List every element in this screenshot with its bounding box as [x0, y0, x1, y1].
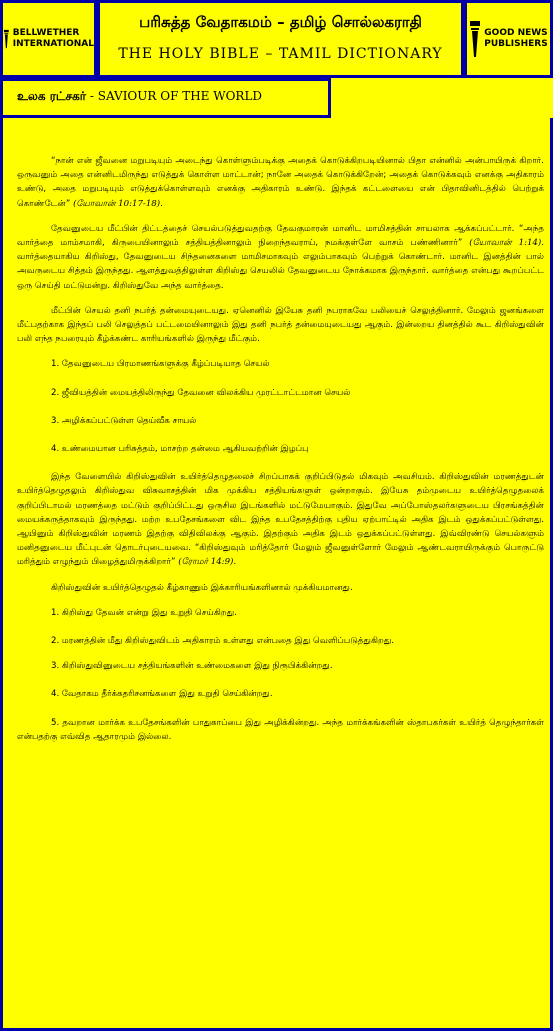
list-item: 3. கிறிஸ்துவினுடைய சத்தியங்களின் உண்மைகளை இது நிரூபிக்கின்றது. [51, 661, 333, 672]
paragraph: இந்த வேளையில் கிறிஸ்துவின் உயிர்த்தெழுதலைச் சிறப்பாகக் குறிப்பிடுதல் மிகவும் அவசியம். கிறிஸ்துவின் மரணத்துடன் உயிர்த்தெழுதலும் கிறிஸ்துவ விசுவாசத்தின் மிக முக்கிய சத்தியங்களுள் ஒன்றாகும். இயேசு தம்முடைய உயிர்த்தெழுதலைக் குறிப்பிடாமல் மரணத்தை மட்டும் குறிப்பிட்டது ஒருசில இடங்களில் மட்டுமேயாகும். இதுவே அப்போஸ்தலர்களுடைய பிரசங்கத்தின் மையக்கருத்தாகவும் இருந்தது. மற்ற உபதேசங்களை விட இந்த உபதேசத்திற்கு புதிய ஏற்பாட்டில் அதிக இடம் ஒதுக்கப்பட்டுள்ளது. ஆயினும் கிறிஸ்துவின் மரணம் இதற்கு விதிவிலக்கு ஆகும். இதற்கும் அதிக இடம் ஒதுக்கப்பட்டுள்ளது. இவ்விரண்டு செயல்களும் மனிதனுடைய மீட்புடன் தொடர்புடையவை. “கிறிஸ்துவும் மரித்தோர் மேலும் ஜீவனுள்ளோர் மேலும் ஆண்டவராயிருக்கும் பொருட்டு மரித்தும் எழுந்தும் பிழைத்துமிருக்கிறார்” (ரோமர் 14:9). [17, 472, 544, 568]
list-item: 4. வேதாகம தீர்க்கதரிசனங்களை இது உறுதி செய்கின்றது. [51, 689, 273, 700]
torch-icon [3, 18, 10, 60]
article-body [17, 154, 544, 755]
good-news-logo-text: GOOD NEWS PUBLISHERS [484, 27, 548, 49]
section-title-box [0, 78, 331, 118]
list-item: 2. ஜீவியத்தின் மையத்திலிருந்து தேவனை விலக்கிய முரட்டாட்டமான செயல் [51, 387, 351, 398]
list-item: 4. உண்மையான பரிசுத்தம், மாசற்ற தன்மை ஆகியவற்றின் இழப்பு [51, 444, 309, 455]
torch-icon [469, 19, 481, 59]
header-title-box [97, 0, 464, 78]
good-news-logo [464, 0, 553, 78]
bellwether-logo [0, 0, 97, 78]
list-item: 5. தவறான மார்க்க உபதேசங்களின் பாதுகாப்பை இது அழிக்கின்றது. அந்த மார்க்கங்களின் ஸ்தாபகர்கள் உயிர்த் தெழுந்தார்கள் என்பதற்கு எவ்வித ஆதாரமும் இல்லை. [17, 717, 544, 742]
bellwether-logo-text: BELLWETHER INTERNATIONAL [12, 27, 94, 49]
list-item: 1. தேவனுடைய பிரமாணங்களுக்கு கீழ்ப்படியாத செயல் [51, 359, 270, 370]
scripture-reference: (யோவான் 10:17-18). [73, 198, 163, 209]
content-panel [0, 118, 553, 1031]
title-tamil: பரிசுத்த வேதாகமம் – தமிழ் சொல்லகராதி [139, 13, 422, 31]
list-item: 2. மரணத்தின் மீது கிறிஸ்துவிடம் அதிகாரம் உள்ளது என்பதை இது வெளிப்படுத்துகிறது. [51, 636, 395, 647]
paragraph: மீட்பின் செயல் தனி நபர்த் தன்மையுடையது. ஏனெனில் இயேசு தனி நபராகவே பலியைச் செலுத்தினார். மேலும் ஜனங்களை மீட்பதற்காக இந்தப் பலி செலுத்தப் பட்டமையினாலும் இது தனி நபர்த் தன்மையுடையது ஆகும். இன்றைய தினத்தில் கூட கிறிஸ்துவின் பலி எந்த நபரையும் கீழ்க்கண்ட காரியங்களில் இருந்து மீட்கும். [17, 305, 544, 345]
list-item: 1. கிறிஸ்து தேவன் என்று இது உறுதி செய்கிறது. [51, 607, 237, 618]
paragraph: கிறிஸ்துவின் உயிர்த்தெழுதல் கீழ்காணும் இக்காரியங்களினால் முக்கியமானது. [51, 582, 353, 593]
paragraph: தேவனுடைய மீட்பின் திட்டத்தைச் செயல்படுத்துவதற்கு தேவகுமாரன் மானிட மாமிசத்தின் சாயலாக ஆக்கப்பட்டார். “அந்த வார்த்தை மாம்சமாகி, கிருபையினாலும் சத்தியத்தினாலும் நிறைந்தவராய், நமக்குள்ளே வாசம் பண்ணினார்” (யோவான் 1:14). வார்த்தையாகிய கிறிஸ்து, தேவனுடைய சிந்தனைகளை மாமிசமாகவும் எலும்பாகவும் பெற்றுக் கொண்டார். மானிட இனத்தின் பால் அவருடைய சித்தம் இருந்தது. ஆளத்துவத்திலுள்ள கிறிஸ்து செயலில் தேவனுடைய நோக்கமாக இருந்தார். வார்த்தை என்பது கூறப்பட்ட ஒரு செய்தி மட்டுமன்று. கிறிஸ்துவே அந்த வார்த்தை. [17, 223, 544, 291]
scripture-reference: (ரோமர் 14:9). [178, 557, 237, 568]
section-title: உலக ரட்சகர் - SAVIOUR OF THE WORLD [17, 89, 263, 103]
paragraph: “நான் என் ஜீவனை மறுபடியும் அடைந்து கொள்ளும்படிக்கு அதைக் கொடுக்கிறபடியினால் பிதா என்னில் அன்பாயிருக் கிறார். ஒருவனும் அதை என்னிடமிருந்து எடுத்துக் கொள்ள மாட்டான்; நானே அதைக் கொடுக்கிறேன்; அதைக் கொடுக்கவும் எனக்கு அதிகாரம் உண்டு, அதை மறுபடியும் எடுத்துக்கொள்ளவும் எனக்கு அதிகாரம் உண்டு. இந்தக் கட்டளையை என் பிதாவினிடத்தில் பெற்றுக் கொண்டேன்” (யோவான் 10:17-18). [17, 156, 544, 209]
scripture-reference: (யோவான் 1:14). [469, 238, 544, 249]
title-english: THE HOLY BIBLE – TAMIL DICTIONARY [118, 46, 443, 62]
list-item: 3. அழிக்கப்பட்டுள்ள தெய்வீக சாயல் [51, 415, 197, 426]
